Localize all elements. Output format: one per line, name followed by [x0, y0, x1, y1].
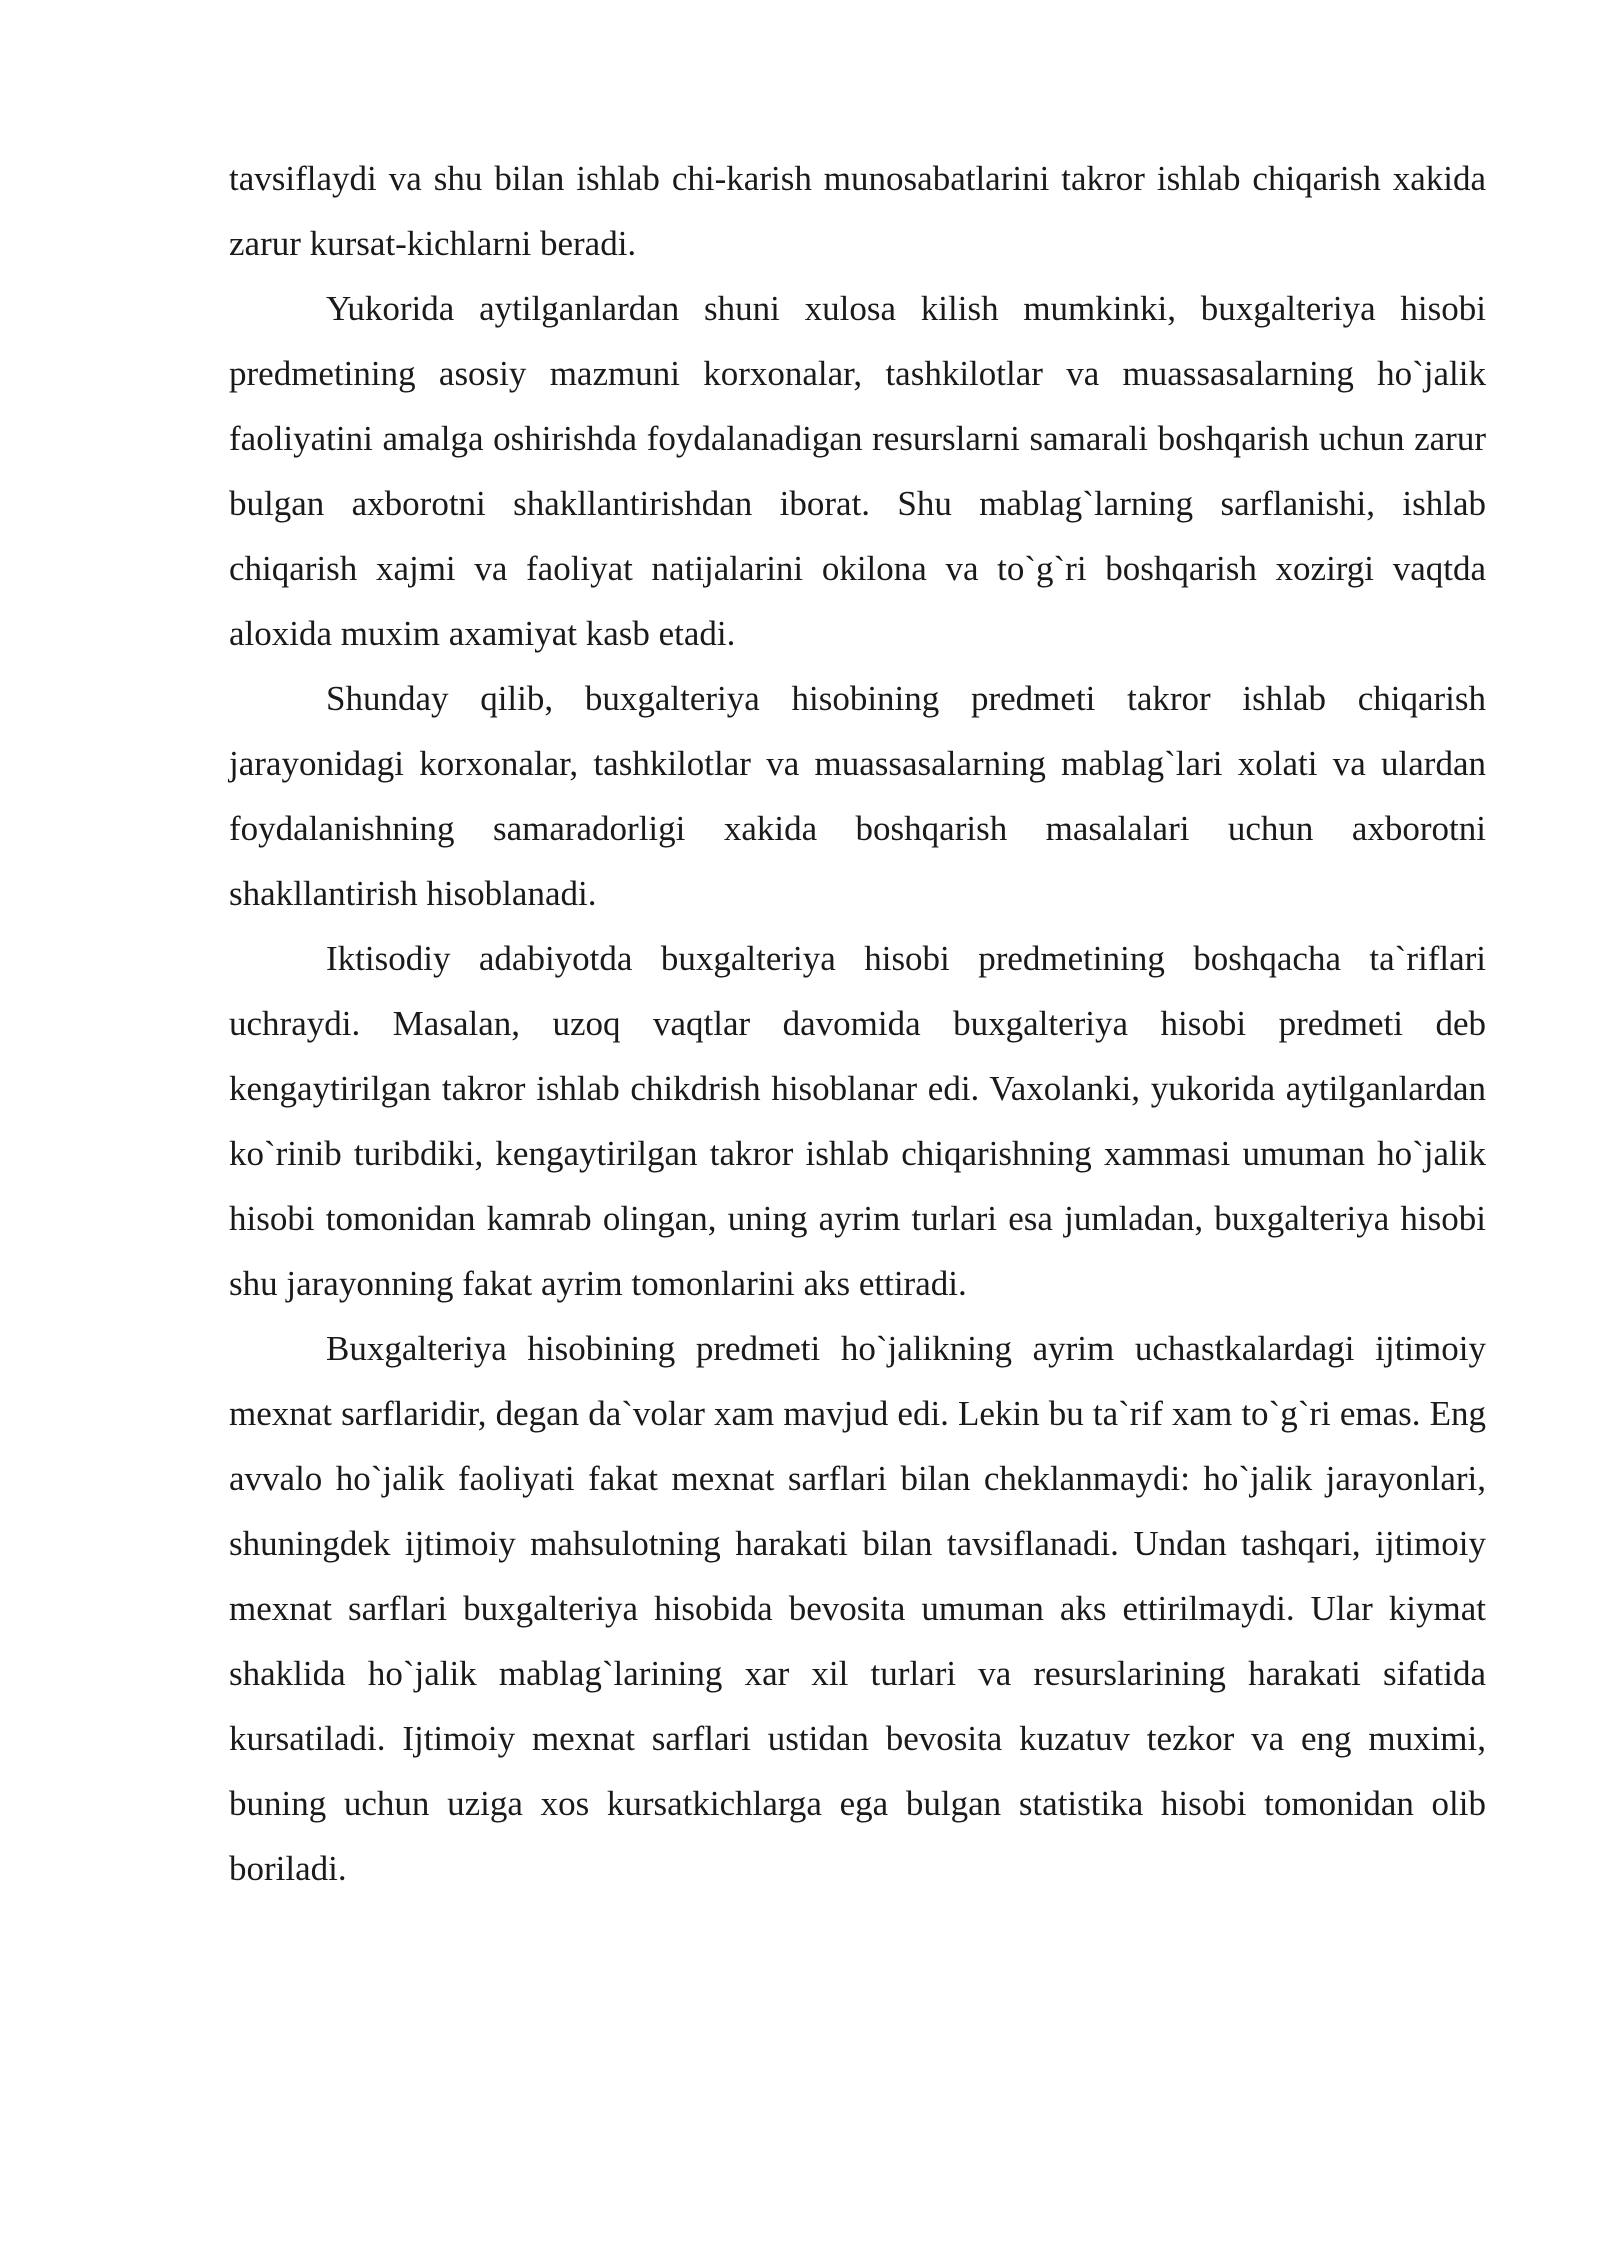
paragraph-4: Iktisodiy adabiyotda buxgalteriya hisobi predmetining boshqacha ta`riflari uchraydi. Masalan, uzoq vaqtlar davomida buxgalteriya hisobi predmeti deb kengaytirilgan takror ishlab chikdrish hisoblanar edi. Vaxolanki, yukorida aytilganlardan ko`rinib turibdiki, kengaytirilgan takror ishlab chiqarishning xammasi umuman ho`jalik hisobi tomonidan kamrab olingan, uning ayrim turlari esa jumladan, buxgalteriya hisobi shu jarayonning fakat ayrim tomonlarini aks ettiradi.	[229, 939, 1486, 1303]
paragraph-3: Shunday qilib, buxgalteriya hisobining predmeti takror ishlab chiqarish jarayonidagi korxonalar, tashkilotlar va muassasalarning mablag`lari xolati va ulardan foydalanishning samaradorligi xakida boshqarish masalalari uchun axborotni shakllantirish hisoblanadi.	[229, 679, 1486, 913]
paragraph-5: Buxgalteriya hisobining predmeti ho`jalikning ayrim uchastkalardagi ijtimoiy mexnat sarflaridir, degan da`volar xam mavjud edi. Lekin bu ta`rif xam to`g`ri emas. Eng avvalo ho`jalik faoliyati fakat mexnat sarflari bilan cheklanmaydi: ho`jalik jarayonlari, shuningdek ijtimoiy mahsulotning harakati bilan tavsiflanadi. Undan tashqari, ijtimoiy mexnat sarflari buxgalteriya hisobida bevosita umuman aks ettirilmaydi. Ular kiymat shaklida ho`jalik mablag`larining xar xil turlari va resurslarining harakati sifatida kursatiladi. Ijtimoiy mexnat sarflari ustidan bevosita kuzatuv tezkor va eng muximi, buning uchun uziga xos kursatkichlarga ega bulgan statistika hisobi tomonidan olib boriladi.	[229, 1329, 1486, 1888]
paragraph-2: Yukorida aytilganlardan shuni xulosa kilish mumkinki, buxgalteriya hisobi predmetining asosiy mazmuni korxonalar, tashkilotlar va muassasalarning ho`jalik faoliyatini amalga oshirishda foydalanadigan resurslarni samarali boshqarish uchun zarur bulgan axborotni shakllantirishdan iborat. Shu mablag`larning sarflanishi, ishlab chiqarish xajmi va faoliyat natijalarini okilona va to`g`ri boshqarish xozirgi vaqtda aloxida muxim axamiyat kasb etadi.	[229, 289, 1486, 653]
document-page	[229, 146, 1486, 1901]
paragraph-1: tavsiflaydi va shu bilan ishlab chi-karish munosabatlarini takror ishlab chiqarish xakida zarur kursat-kichlarni beradi.	[229, 159, 1486, 263]
